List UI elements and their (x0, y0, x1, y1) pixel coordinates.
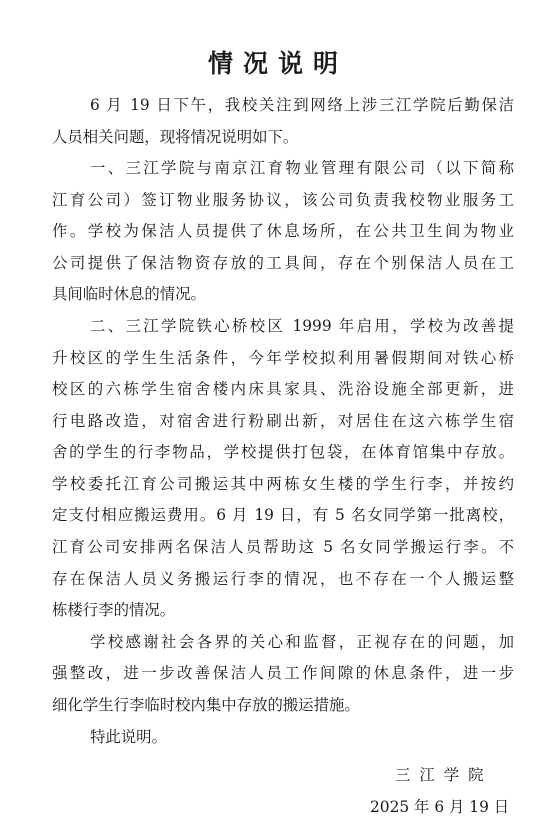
text-line: 6 月 19 日下午，我校关注到网络上涉三江学院后勤保洁 (90, 96, 514, 114)
text-line: 学校委托江育公司搬运其中两栋女生楼的学生行李，并按约 (52, 475, 514, 493)
text-line: 舍的学生的行李物品，学校提供打包袋，在体育馆集中存放。 (52, 443, 514, 461)
text-line: 学校感谢社会各界的关心和监督，正视存在的问题，加 (90, 633, 514, 651)
text-line: 江育公司）签订物业服务协议，该公司负责我校物业服务工 (52, 191, 514, 209)
text-line: 二、三江学院铁心桥校区 1999 年启用，学校为改善提 (90, 317, 514, 335)
text-line: 公司提供了保洁物资存放的工具间，存在个别保洁人员在工 (52, 254, 514, 272)
text-line: 定支付相应搬运费用。6 月 19 日，有 5 名女同学第一批离校， (52, 506, 514, 524)
text-line: 栋楼行李的情况。 (52, 601, 176, 619)
text-line: 特此说明。 (90, 728, 167, 746)
text-line: 作。学校为保洁人员提供了休息场所，在公共卫生间为物业 (52, 222, 514, 240)
text-line: 具间临时休息的情况。 (52, 285, 206, 303)
text-line: 存在保洁人员义务搬运行李的情况，也不存在一个人搬运整 (52, 570, 514, 588)
text-line: 校区的六栋学生宿舍楼内床具家具、洗浴设施全部更新，进 (52, 380, 514, 398)
text-line: 一、三江学院与南京江育物业管理有限公司（以下简称 (90, 159, 514, 177)
signature-date: 2025 年 6 月 19 日 (370, 798, 510, 816)
text-line: 强整改，进一步改善保洁人员工作间隙的休息条件，进一步 (52, 664, 514, 682)
signature-name: 三江学院 (395, 766, 493, 784)
text-line: 升校区的学生生活条件，今年学校拟利用暑假期间对铁心桥 (52, 349, 514, 367)
document-title: 情况说明 (207, 49, 348, 78)
text-line: 行电路改造，对宿舍进行粉刷出新，对居住在这六栋学生宿 (52, 412, 514, 430)
text-line: 人员相关问题，现将情况说明如下。 (52, 128, 299, 146)
text-line: 细化学生行李临时校内集中存放的搬运措施。 (52, 696, 360, 714)
text-line: 江育公司安排两名保洁人员帮助这 5 名女同学搬运行李。不 (52, 538, 514, 556)
